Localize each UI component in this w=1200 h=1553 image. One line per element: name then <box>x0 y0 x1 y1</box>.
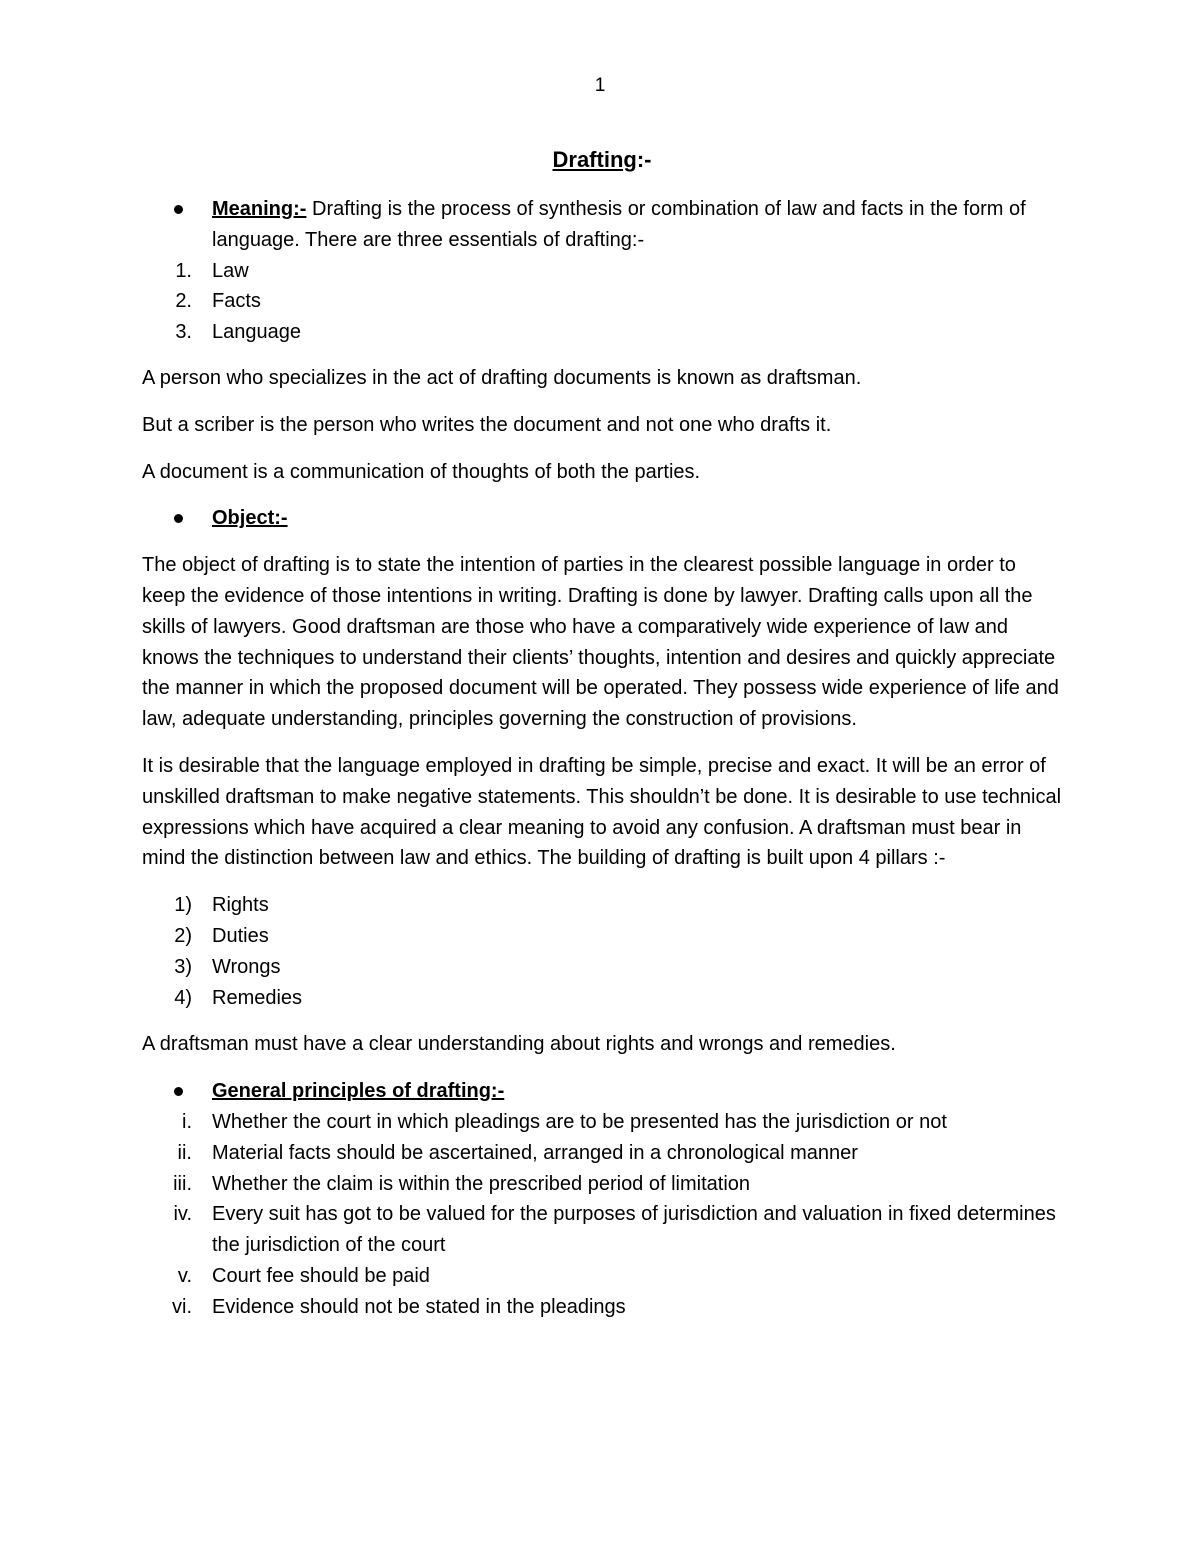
paragraph: But a scriber is the person who writes the document and not one who drafts it. <box>142 413 832 436</box>
bullet-icon <box>174 205 183 214</box>
object-paragraph-1: The object of drafting is to state the intention of parties in the clearest possible language in order to keep the evidence of those intentions in writing. Drafting is done by lawyer. Drafting calls upon all the skills of lawyers. Good draftsman are those who have a comparatively wide experience of law and knows the techniques to understand their clients’ thoughts, intention and desires and quickly appreciate the manner in which the proposed document will be operated. They possess wide experience of life and law, adequate understanding, principles governing the construction of provisions. <box>142 554 1059 731</box>
essentials-list <box>142 256 1062 348</box>
list-marker: iv. <box>173 1203 192 1226</box>
list-marker: v. <box>177 1264 192 1287</box>
list-item-text: Every suit has got to be valued for the purposes of jurisdiction and valuation in fixed determines the jurisdiction of the court <box>212 1203 1056 1257</box>
list-item-text: Rights <box>212 894 269 917</box>
list-item <box>142 286 1062 317</box>
list-item-text: Remedies <box>212 986 303 1009</box>
object-bullet <box>142 503 1062 534</box>
bullet-icon <box>174 1087 183 1096</box>
list-marker: 3. <box>175 321 192 344</box>
list-marker: 1) <box>174 894 192 917</box>
paragraph: A person who specializes in the act of drafting documents is known as draftsman. <box>142 366 862 389</box>
list-marker: i. <box>182 1110 192 1133</box>
list-item-text: Whether the court in which pleadings are to be presented has the jurisdiction or not <box>212 1110 947 1133</box>
meaning-bullet <box>142 194 1062 256</box>
list-item-text: Wrongs <box>212 955 281 978</box>
list-item <box>142 1138 1062 1169</box>
list-marker: 2) <box>174 924 192 947</box>
title-suffix: :- <box>636 147 652 172</box>
paragraph: A document is a communication of thoughts of both the parties. <box>142 460 701 483</box>
list-item <box>142 1261 1062 1292</box>
list-item <box>142 317 1062 348</box>
list-marker: iii. <box>173 1172 192 1195</box>
list-item-text: Duties <box>212 924 269 947</box>
page-number: 1 <box>594 75 606 96</box>
bullet-icon <box>174 514 183 523</box>
object-paragraph-3: A draftsman must have a clear understanding about rights and wrongs and remedies. <box>142 1033 896 1056</box>
list-item <box>142 1107 1062 1138</box>
principles-heading: General principles of drafting:- <box>212 1080 505 1103</box>
principles-list <box>142 1107 1062 1323</box>
list-item-text: Language <box>212 321 301 344</box>
title-main: Drafting <box>552 147 637 172</box>
meaning-heading: Meaning:- <box>212 198 307 220</box>
list-item-text: Facts <box>212 290 261 313</box>
list-item <box>142 1169 1062 1200</box>
list-item-text: Evidence should not be stated in the pleadings <box>212 1295 626 1318</box>
list-item <box>142 952 1062 983</box>
principles-bullet <box>142 1076 1062 1107</box>
pillars-list <box>142 890 1062 1013</box>
list-marker: 1. <box>175 259 192 282</box>
document-body <box>142 144 1062 1323</box>
list-marker: 4) <box>174 986 192 1009</box>
meaning-text: Drafting is the process of synthesis or combination of law and facts in the form of language. There are three essentials of drafting:- <box>212 198 1026 251</box>
list-marker: ii. <box>177 1141 192 1164</box>
list-item <box>142 921 1062 952</box>
page-title <box>142 144 1062 176</box>
list-marker: vi. <box>172 1295 192 1318</box>
list-item-text: Material facts should be ascertained, arranged in a chronological manner <box>212 1141 858 1164</box>
list-item <box>142 256 1062 287</box>
list-marker: 2. <box>175 290 192 313</box>
object-heading: Object:- <box>212 507 288 530</box>
list-item <box>142 983 1062 1014</box>
list-item-text: Whether the claim is within the prescribed period of limitation <box>212 1172 751 1195</box>
list-item-text: Court fee should be paid <box>212 1264 430 1287</box>
object-paragraph-2: It is desirable that the language employed in drafting be simple, precise and exact. It will be an error of unskilled draftsman to make negative statements. This shouldn’t be done. It is desirable to use technical expressions which have acquired a clear meaning to avoid any confusion. A draftsman must bear in mind the distinction between law and ethics. The building of drafting is built upon 4 pillars :- <box>142 754 1062 870</box>
list-item-text: Law <box>212 259 249 282</box>
list-marker: 3) <box>174 955 192 978</box>
list-item <box>142 890 1062 921</box>
list-item <box>142 1292 1062 1323</box>
list-item <box>142 1199 1062 1261</box>
